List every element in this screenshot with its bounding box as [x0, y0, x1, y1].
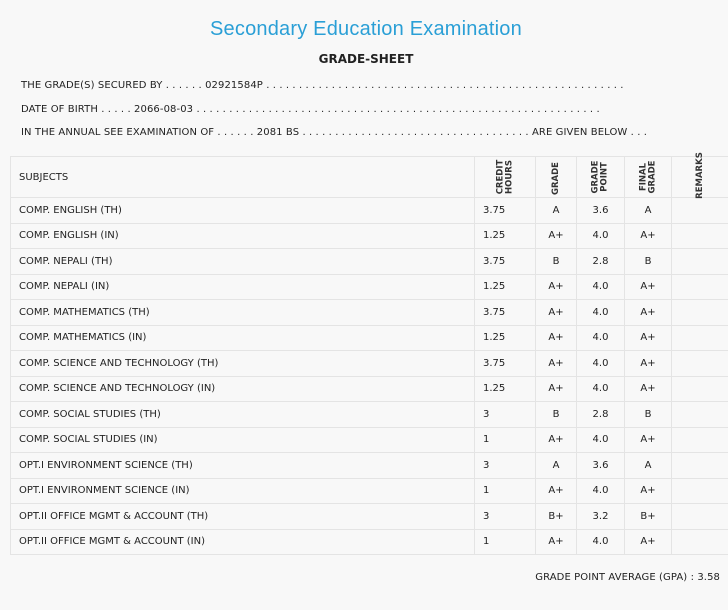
header-final-line-1: FINAL [638, 162, 648, 192]
table-row [11, 453, 728, 479]
grades-table [10, 152, 728, 555]
remarks-cell [672, 402, 728, 428]
table-row [11, 529, 728, 555]
subject-cell: COMP. MATHEMATICS (TH) [11, 300, 475, 326]
final-grade-cell: A+ [625, 300, 672, 326]
credit-hours-cell: 1 [475, 529, 536, 555]
subject-cell: COMP. SCIENCE AND TECHNOLOGY (TH) [11, 351, 475, 377]
grade-cell: A+ [536, 300, 577, 326]
header-remarks [672, 152, 728, 199]
final-grade-cell: A+ [625, 325, 672, 351]
subject-cell: COMP. ENGLISH (TH) [11, 198, 475, 224]
remarks-cell [672, 453, 728, 479]
header-grade-point [577, 157, 625, 198]
header-subjects: SUBJECTS [11, 157, 475, 198]
grade-point-cell: 4.0 [577, 478, 625, 504]
credit-hours-cell: 1 [475, 478, 536, 504]
remarks-cell [672, 249, 728, 275]
header-final-grade [625, 157, 672, 198]
grade-cell: A+ [536, 376, 577, 402]
secured-by-label: THE GRADE(S) SECURED BY . . . . . . [21, 80, 202, 91]
table-row [11, 325, 728, 351]
subject-cell: OPT.I ENVIRONMENT SCIENCE (IN) [11, 478, 475, 504]
header-remarks-line: REMARKS [694, 152, 705, 199]
gpa-line [535, 572, 720, 583]
table-header-row [11, 157, 728, 198]
grade-point-cell: 4.0 [577, 376, 625, 402]
grade-point-cell: 4.0 [577, 300, 625, 326]
credit-hours-cell: 3.75 [475, 198, 536, 224]
table-row [11, 223, 728, 249]
grade-cell: A+ [536, 325, 577, 351]
subject-cell: COMP. MATHEMATICS (IN) [11, 325, 475, 351]
header-point-line-1: GRADE [590, 160, 601, 194]
final-grade-cell: A+ [625, 223, 672, 249]
grade-point-cell: 4.0 [577, 529, 625, 555]
grade-point-cell: 3.6 [577, 198, 625, 224]
credit-hours-cell: 3.75 [475, 300, 536, 326]
table-row [11, 504, 728, 530]
final-grade-cell: A+ [625, 427, 672, 453]
grade-point-cell: 4.0 [577, 351, 625, 377]
symbol-number: 02921584P [205, 80, 263, 91]
remarks-cell [672, 427, 728, 453]
header-grade [536, 157, 577, 198]
grade-cell: A+ [536, 223, 577, 249]
grade-cell: A [536, 198, 577, 224]
final-grade-cell: A [625, 198, 672, 224]
header-credit-line-1: CREDIT [494, 159, 505, 195]
subject-cell: COMP. SOCIAL STUDIES (IN) [11, 427, 475, 453]
table-row [11, 274, 728, 300]
dob-trail: . . . . . . . . . . . . . . . . . . . . . . . . . . . . . . . . . . . . . . . . . . . . . . . . . . . . . . . . . . . . . . [196, 104, 600, 115]
gpa-label: GRADE POINT AVERAGE (GPA) : [535, 572, 695, 583]
credit-hours-cell: 3 [475, 402, 536, 428]
remarks-cell [672, 274, 728, 300]
credit-hours-cell: 1.25 [475, 376, 536, 402]
exam-year: 2081 BS [256, 127, 300, 138]
grade-point-cell: 2.8 [577, 249, 625, 275]
header-credit-hours [475, 157, 536, 198]
remarks-cell [672, 504, 728, 530]
final-grade-cell: A+ [625, 274, 672, 300]
credit-hours-cell: 3 [475, 453, 536, 479]
credit-hours-cell: 3 [475, 504, 536, 530]
header-credit-line-2: HOURS [503, 160, 514, 194]
grade-rows [11, 198, 728, 555]
final-grade-cell: B [625, 249, 672, 275]
gpa-value: 3.58 [697, 572, 720, 583]
grade-cell: B [536, 402, 577, 428]
exam-suffix: ARE GIVEN BELOW . . . [531, 127, 648, 138]
remarks-cell [672, 478, 728, 504]
final-grade-cell: A+ [625, 529, 672, 555]
exam-title: Secondary Education Examination [210, 18, 522, 40]
header-grade-line: GRADE [550, 161, 561, 195]
remarks-cell [672, 325, 728, 351]
grade-cell: A+ [536, 351, 577, 377]
table-row [11, 198, 728, 224]
credit-hours-cell: 3.75 [475, 351, 536, 377]
grade-point-cell: 4.0 [577, 325, 625, 351]
exam-label: IN THE ANNUAL SEE EXAMINATION OF . . . . . . [21, 127, 254, 138]
grade-cell: A+ [536, 427, 577, 453]
table-row [11, 478, 728, 504]
remarks-cell [672, 529, 728, 555]
table-row [11, 376, 728, 402]
table-row [11, 351, 728, 377]
exam-trail: . . . . . . . . . . . . . . . . . . . . . . . . . . . . . . . . . . . [302, 127, 529, 138]
table-row [11, 300, 728, 326]
subject-cell: OPT.I ENVIRONMENT SCIENCE (TH) [11, 453, 475, 479]
final-grade-cell: A+ [625, 478, 672, 504]
remarks-cell [672, 223, 728, 249]
date-of-birth-line [21, 104, 600, 115]
grade-point-cell: 3.6 [577, 453, 625, 479]
grade-point-cell: 4.0 [577, 274, 625, 300]
grade-cell: B [536, 249, 577, 275]
dob-value: 2066-08-03 [134, 104, 194, 115]
subject-cell: OPT.II OFFICE MGMT & ACCOUNT (TH) [11, 504, 475, 530]
secured-by-line [21, 80, 624, 91]
grade-cell: A+ [536, 478, 577, 504]
grade-point-cell: 3.2 [577, 504, 625, 530]
table-row [11, 402, 728, 428]
header-point-line-2: POINT [599, 162, 610, 192]
secured-by-trail: . . . . . . . . . . . . . . . . . . . . . . . . . . . . . . . . . . . . . . . . . . . . . . . . . . . . . . . [266, 80, 624, 91]
grade-sheet-title: GRADE-SHEET [318, 52, 414, 66]
grade-cell: A+ [536, 529, 577, 555]
grade-point-cell: 2.8 [577, 402, 625, 428]
table-row [11, 249, 728, 275]
exam-year-line [21, 127, 647, 138]
remarks-cell [672, 300, 728, 326]
table-row [11, 427, 728, 453]
remarks-cell [672, 351, 728, 377]
grade-cell: B+ [536, 504, 577, 530]
grade-point-cell: 4.0 [577, 223, 625, 249]
final-grade-cell: A+ [625, 351, 672, 377]
grade-cell: A+ [536, 274, 577, 300]
dob-label: DATE OF BIRTH . . . . . [21, 104, 131, 115]
subject-cell: COMP. NEPALI (IN) [11, 274, 475, 300]
subject-cell: OPT.II OFFICE MGMT & ACCOUNT (IN) [11, 529, 475, 555]
credit-hours-cell: 1 [475, 427, 536, 453]
final-grade-cell: B+ [625, 504, 672, 530]
credit-hours-cell: 1.25 [475, 325, 536, 351]
grade-point-cell: 4.0 [577, 427, 625, 453]
credit-hours-cell: 1.25 [475, 223, 536, 249]
subject-cell: COMP. SCIENCE AND TECHNOLOGY (IN) [11, 376, 475, 402]
grade-cell: A [536, 453, 577, 479]
final-grade-cell: A [625, 453, 672, 479]
credit-hours-cell: 3.75 [475, 249, 536, 275]
subject-cell: COMP. NEPALI (TH) [11, 249, 475, 275]
subject-cell: COMP. SOCIAL STUDIES (TH) [11, 402, 475, 428]
remarks-cell [672, 376, 728, 402]
final-grade-cell: B [625, 402, 672, 428]
credit-hours-cell: 1.25 [475, 274, 536, 300]
remarks-cell [672, 198, 728, 224]
final-grade-cell: A+ [625, 376, 672, 402]
header-final-line-2: GRADE [647, 160, 657, 194]
subject-cell: COMP. ENGLISH (IN) [11, 223, 475, 249]
